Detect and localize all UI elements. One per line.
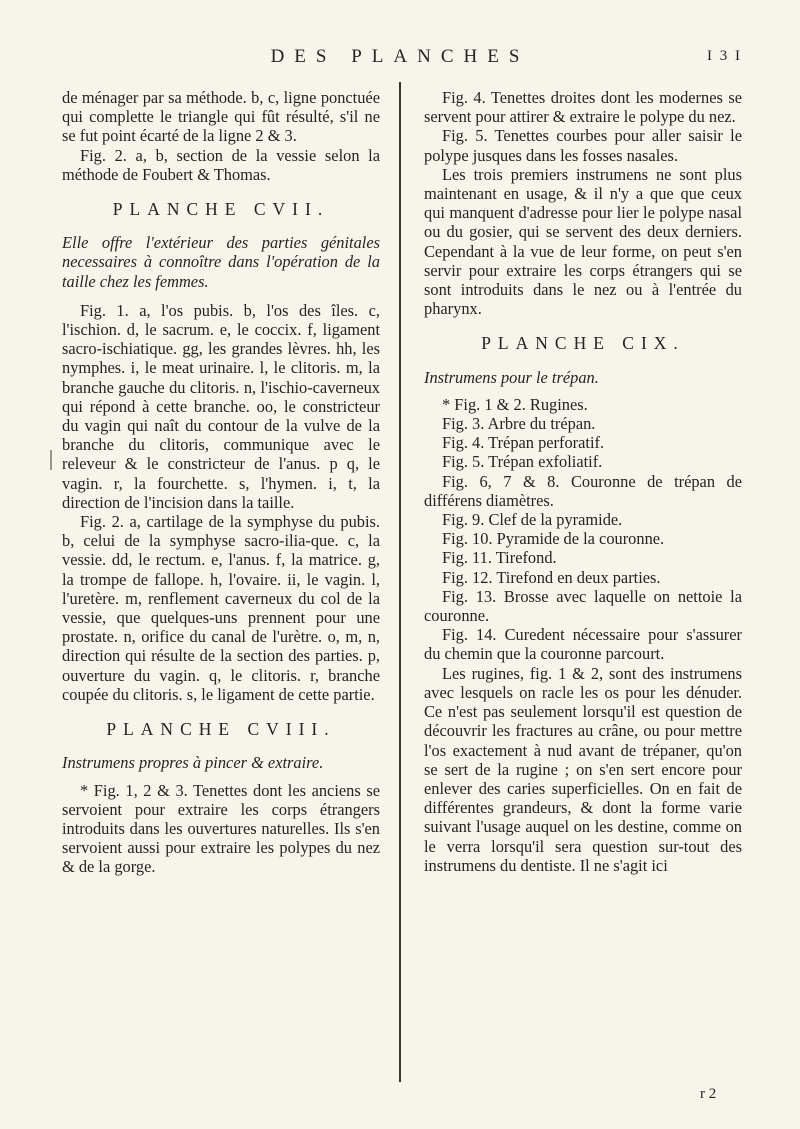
figure-entry: Fig. 5. Trépan exfoliatif. bbox=[442, 452, 603, 472]
paragraph: Fig. 4. Tenettes droites dont les modernes se servent pour attirer & extraire le polype du nez. bbox=[424, 88, 742, 127]
paragraph: de ménager par sa méthode. b, c, ligne ponctuée qui complette le triangle qui fût résulté, s'il ne se fut point écarté de la ligne 2 & 3. bbox=[62, 88, 380, 146]
running-head-title: DES PLANCHES bbox=[270, 46, 530, 67]
column-divider bbox=[399, 82, 401, 1082]
paragraph: Les trois premiers instrumens ne sont plus maintenant en usage, & il n'y a que que ceux qui manquent d'adresse pour lier le polype nasal ou du gosier, qui se servent des deux derniers. Cependant à la vue de leur forme, on peut s'en servir pour extraire les corps étrangers qui se sont introduits dans le nez ou à l'entrée du pharynx. bbox=[424, 164, 742, 319]
figure-entry: Fig. 11. Tirefond. bbox=[442, 548, 557, 568]
plate-heading: PLANCHE CIX. bbox=[481, 333, 685, 354]
figure-entry: Fig. 4. Trépan perforatif. bbox=[442, 433, 605, 453]
paragraph: Fig. 2. a, b, section de la vessie selon la méthode de Foubert & Thomas. bbox=[62, 145, 380, 184]
paragraph: Fig. 5. Tenettes courbes pour aller saisir le polype jusques dans les fosses nasales. bbox=[424, 126, 742, 165]
page-number: I 3 I bbox=[707, 48, 742, 64]
paragraph: Fig. 2. a, cartilage de la symphyse du pubis. b, celui de la symphyse sacro-ilia-que. c, la vessie. dd, le rectum. e, l'anus. f, la matrice. g, la trompe de fallope. h, l'ovaire. ii, le vagin. l, l'uretère. m, renflement caverneux du col de la vessie, que quelques-uns prennent pour une prostate. n, orifice du canal de l'urètre. o, m, n, direction qui résulte de la section des parties. p, ouverture du vagin. q, le clitoris. r, branche coupée du clitoris. s, le ligament de cette partie. bbox=[62, 512, 380, 704]
paragraph: * Fig. 1, 2 & 3. Tenettes dont les anciens se servoient pour extraire les corps étrangers introduits dans les ouvertures naturelles. Ils s'en servoient aussi pour extraire les polypes du nez & de la gorge. bbox=[62, 780, 380, 877]
left-column bbox=[62, 88, 380, 877]
right-column bbox=[424, 88, 742, 875]
plate-description: Instrumens propres à pincer & extraire. bbox=[62, 753, 324, 773]
figure-entry: Fig. 3. Arbre du trépan. bbox=[442, 414, 596, 434]
paragraph: Les rugines, fig. 1 & 2, sont des instrumens avec lesquels on racle les os pour les dénuder. Ce n'est pas seulement lorsqu'il est question de découvrir les fractures au crâne, ou pour mettre l'os exactement à nud avant de trépaner, qu'on se sert de la rugine ; on s'en sert encore pour enlever des caries superficielles. On en fait de différentes grandeurs, & dont la forme varie suivant l'usage auquel on les destine, comme on le verra lorsqu'il sera question sur-tout des instrumens du dentiste. Il ne s'agit ici bbox=[424, 663, 742, 875]
running-head bbox=[0, 46, 800, 76]
signature-mark: r 2 bbox=[700, 1086, 717, 1102]
figure-entry: Fig. 10. Pyramide de la couronne. bbox=[442, 529, 665, 549]
plate-heading: PLANCHE CVII. bbox=[112, 199, 330, 220]
plate-description: Elle offre l'extérieur des parties génitales necessaires à connoître dans l'opération de la taille chez les femmes. bbox=[62, 233, 380, 291]
figure-entry: Fig. 6, 7 & 8. Couronne de trépan de différens diamètres. bbox=[424, 471, 742, 510]
margin-mark bbox=[50, 450, 52, 470]
figure-entry: Fig. 9. Clef de la pyramide. bbox=[442, 510, 623, 530]
figure-entry: Fig. 13. Brosse avec laquelle on nettoie la couronne. bbox=[424, 586, 742, 626]
figure-entry: Fig. 14. Curedent nécessaire pour s'assurer du chemin que la couronne parcourt. bbox=[424, 625, 742, 664]
figure-entry: Fig. 12. Tirefond en deux parties. bbox=[442, 567, 661, 587]
plate-heading: PLANCHE CVIII. bbox=[106, 719, 336, 740]
figure-entry: * Fig. 1 & 2. Rugines. bbox=[442, 394, 588, 414]
plate-description: Instrumens pour le trépan. bbox=[424, 367, 599, 387]
paragraph: Fig. 1. a, l'os pubis. b, l'os des îles. c, l'ischion. d, le sacrum. e, le coccix. f, ligament sacro-ischiatique. gg, les grandes lèvres. hh, les nymphes. i, le meat urinaire. l, le clitoris. m, la branche gauche du clitoris. n, l'ischio-caverneux qui répond à cette branche. oo, le constricteur du vagin qui naît du contour de la vulve de la branche du clitoris, communique avec le releveur & le constricteur de l'anus. p q, le vagin. r, la fourchette. s, l'hymen. i, t, la direction de l'incision dans la taille. bbox=[62, 300, 380, 512]
